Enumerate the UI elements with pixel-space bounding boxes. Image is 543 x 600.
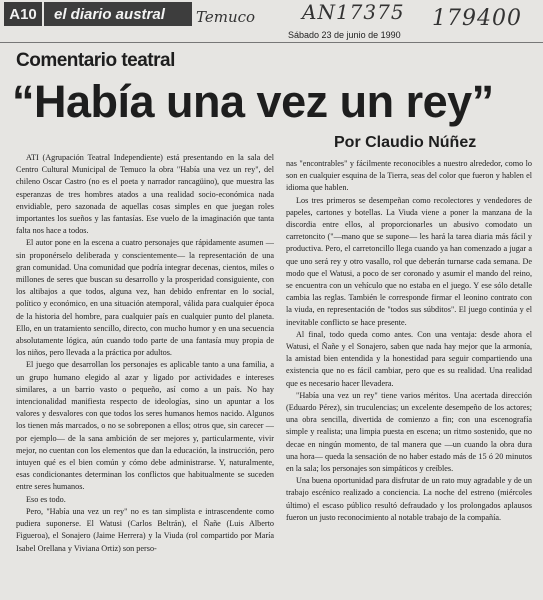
handwritten-archive-code: AN17375 [302, 0, 405, 24]
article-column-right [286, 158, 532, 600]
article-column-left [16, 152, 274, 600]
article-paragraph: nas "encontrables" y fácilmente reconocibles a nuestro alrededor, como lo son en cualquier esquina de la Tierra, seas del color que fueron y hablen el idioma que hablen. [286, 159, 532, 193]
article-paragraph: "Había una vez un rey" tiene varios méritos. Una acertada dirección (Eduardo Pérez), sin truculencias; un excelente desempeño de los actores; una obra sencilla, divertida de comienzo a fin; con una escenografía simple y realista; una limpia puesta en escena; un ritmo sostenido, que no decae en ningún momento, de tal manera que —un cuando la obra dura una hora— queda la sensación de no haber estado más de 15 ó 20 minutos en la sala; los personajes son simpáticos y creíbles. [286, 390, 532, 474]
issue-date: Sábado 23 de junio de 1990 [288, 30, 401, 40]
article-paragraph: Eso es todo. [26, 494, 66, 504]
article-paragraph: Los tres primeros se desempeñan como recolectores y vendedores de papeles, cartones y botellas. La Viuda viene a poner la manzana de la discordia entre ellos, al proporcionarles un abusivo comodato un carretoncito ("—mano que se supone— les hará la tarea diaria más fácil y productiva. Pero, el carretoncillo llega cuando ya han comenzado a jugar a que uno será rey y otro vasallo, rol que deberán turnarse cada semana. De modo que el Watusi, a poco de ser coronado y asumir el mando del reino, se encuentra con un vehículo que no estaba en el juego. Y ese sólo detalle cambia las reglas. También le corresponde firmar el leonino contrato con la viuda, en representación de "todos sus súbditos". El juego continúa y el inevitable conflicto se hace presente. [286, 195, 532, 327]
article-paragraph: Al final, todo queda como antes. Con una ventaja: desde ahora el Watusi, el Ñañe y el Sonajero, saben que nada hay mejor que la armonía, la amistad bien entendida y la honestidad para seguir compartiendo una existencia que no es fácil cambiar, pero que es su realidad. Una realidad que es necesario hacer llevadera. [286, 329, 532, 388]
handwritten-city-note: Temuco [196, 8, 256, 26]
article-paragraph: Una buena oportunidad para disfrutar de un rato muy agradable y de un trabajo escénico realizado a conciencia. La noche del estreno (miércoles último) el escaso público resultó defraudado y los prolongados aplausos fueron un justo reconocimiento al notable trabajo de la compañía. [286, 476, 532, 522]
masthead-divider [0, 42, 543, 43]
section-label: Comentario teatral [16, 50, 175, 71]
handwritten-catalog-number: 179400 [432, 6, 522, 31]
article-paragraph: El autor pone en la escena a cuatro personajes que rápidamente asumen —sin proponérselo deliberada y conscientemente— la representación de una gran comunidad. Una comunidad que podría integrar decenas, cientos, miles o millones de seres que buscan su desarrollo y la prosperidad consiguiente, con los altibajos a que todos, alguna vez, han debido enfrentar en lo social, político y económico, en una situación atemporal, válida para cualquier época de la historia del hombre, para cualquier país en cualquier punto del planeta. Ello, en un tratamiento sencillo, directo, con mucho humor y en una secuencia absolutamente lógica, aún cuando todo parte de una fantasía muy propia de los niños, pero llevada a la práctica por adultos. [16, 238, 274, 358]
page-number-badge: A10 [4, 2, 42, 26]
article-paragraph: El juego que desarrollan los personajes es aplicable tanto a una familia, a un grupo humano elegido al azar y ligado por actividades e intereses similares, a un barrio vasto o pequeño, así como a un país. No hay intencionalidad manifiesta respecto de ideologías, sino un apuntar a los valores y desvalores con que todos los seres humanos hemos nacido. Algunos los tienen más marcados, o no se sobreponen a ellos; otros que, sin carecer —por ejemplo— de la sana ambición de ser mejores y, particularmente, vivir mejor, no cuentan con los elementos que dan la educación, la instrucción, pero intuyen qué es el bien común y cómo debe administrarse. Y, naturalmente, esas condicionantes determinan los conflictos que habitualmente se suceden entre seres humanos. [16, 360, 274, 492]
article-headline: “Había una vez un rey” [12, 76, 494, 127]
newspaper-name: el diario austral [54, 5, 165, 23]
article-paragraph: Pero, "Había una vez un rey" no es tan simplista e intrascendente como pudiera suponerse. El Watusi (Carlos Beltrán), el Ñañe (Luis Alberto Figueroa), el Sonajero (Jaime Herrera) y la Viuda (rol compartido por María Isabel Orellana y Viviana Ortiz) son perso- [16, 506, 274, 553]
article-paragraph: ATI (Agrupación Teatral Independiente) está presentando en la sala del Centro Cultural Municipal de Temuco la obra "Había una vez un rey", del chileno Oscar Castro (no es el poeta y narrador rancagüino), que muestra las esperanzas de tres hombres atados a una realidad socio-económica nada envidiable, pero sazonada de aquellas cosas simples en que juegan roles importantes los sueños y las fantasías. Ese vuelo de la imaginación que tanta falta nos hace a todos. [16, 153, 274, 236]
article-byline: Por Claudio Núñez [334, 134, 477, 151]
newspaper-name-banner [44, 2, 192, 26]
